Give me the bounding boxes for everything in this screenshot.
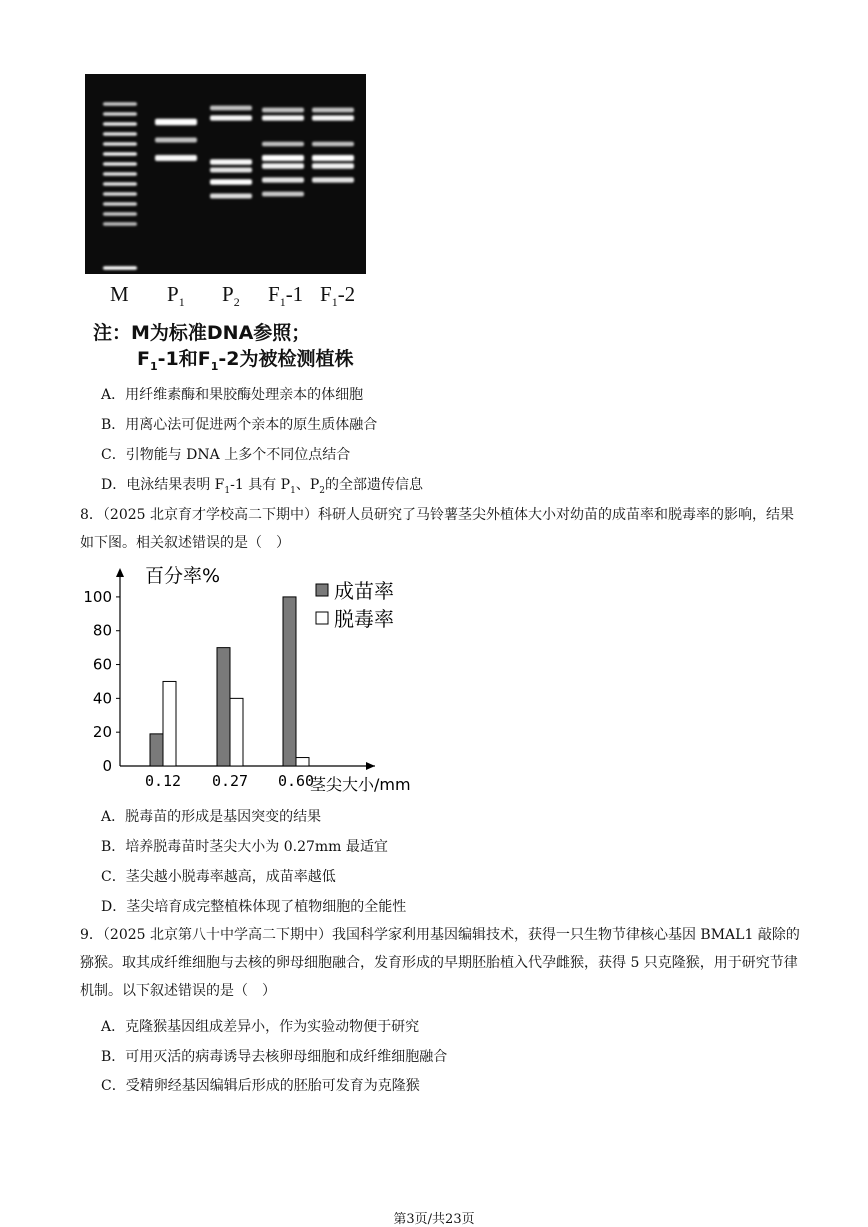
gel-band-f1-1-6	[262, 192, 304, 197]
gel-band-p1-0	[155, 119, 197, 126]
x-tick-label-0.60: 0.60	[277, 772, 315, 790]
gel-band-m-12	[103, 102, 137, 106]
gel-note-line1: 注：M为标准DNA参照；	[93, 322, 311, 344]
q7-option-d: D．电泳结果表明 $F_1-1$ 具有 $P_1$、$P_2$的全部遗传信息	[101, 477, 423, 496]
gel-band-m-7	[103, 192, 137, 196]
legend-swatch-1	[316, 612, 328, 624]
gel-band-m-9	[103, 212, 137, 216]
legend-swatch-0	[316, 584, 328, 596]
gel-band-f1-1-3	[262, 155, 304, 161]
gel-band-m-8	[103, 202, 137, 206]
gel-band-p2-5	[210, 194, 252, 199]
y-tick-label-60: 60	[92, 655, 112, 674]
gel-band-f1-2-1	[312, 115, 354, 120]
gel-band-f1-2-0	[312, 108, 354, 113]
q8-bar-chart	[80, 560, 420, 800]
gel-band-f1-2-2	[312, 142, 354, 146]
y-tick-label-20: 20	[92, 723, 112, 742]
gel-band-m-13	[103, 266, 137, 270]
gel-band-m-1	[103, 132, 137, 136]
legend-label-0: 成苗率	[334, 579, 394, 603]
gel-band-f1-2-5	[312, 177, 354, 182]
gel-band-f1-1-1	[262, 115, 304, 120]
gel-note-line2: $F_1-1$和$F_1-2$为被检测植株	[137, 348, 354, 373]
bar-detox-0.60	[296, 758, 309, 766]
y-tick-label-40: 40	[92, 689, 112, 708]
q9-stem: 9．（2025 北京第八十中学高二下期中）我国科学家利用基因编辑技术，获得一只生物节律核心基因 BMAL1 敲除的猕猴。取其成纤维细胞与去核的卵母细胞融合，发育形成的早期胚胎植入代孕雌猴，获得 5 只克隆猴，用于研究节律机制。以下叙述错误的是（ ）	[80, 927, 800, 999]
gel-band-p2-2	[210, 159, 252, 165]
lane-label-p2: $P_2$	[222, 282, 240, 310]
gel-band-m-6	[103, 182, 137, 186]
q7-option-c: C．引物能与 DNA 上多个不同位点结合	[101, 447, 351, 463]
bar-seedling-0.27	[217, 648, 230, 766]
lane-label-f1-2: $F_1-2$	[320, 282, 356, 310]
q9-option-c: C．受精卵经基因编辑后形成的胚胎可发育为克隆猴	[101, 1078, 420, 1094]
q8-stem: 8．（2025 北京育才学校高二下期中）科研人员研究了马铃薯茎尖外植体大小对幼苗的成苗率和脱毒率的影响，结果如下图。相关叙述错误的是（ ）	[80, 507, 794, 551]
q8-option-b: B．培养脱毒苗时茎尖大小为 0.27mm 最适宜	[101, 839, 388, 855]
y-axis-label: 百分率%	[145, 565, 221, 587]
lane-label-p1: $P_1$	[167, 282, 185, 310]
page-footer: 第3页/共23页	[393, 1212, 475, 1227]
q9-option-a: A．克隆猴基因组成差异小，作为实验动物便于研究	[101, 1019, 420, 1035]
gel-band-f1-2-3	[312, 155, 354, 161]
gel-band-p2-4	[210, 179, 252, 185]
gel-band-p2-0	[210, 106, 252, 111]
gel-band-m-10	[103, 222, 137, 226]
gel-band-m-5	[103, 172, 137, 176]
y-tick-label-100: 100	[83, 587, 112, 606]
y-tick-label-0: 0	[102, 757, 112, 775]
x-axis-arrow	[366, 762, 375, 770]
gel-band-p2-3	[210, 168, 252, 173]
gel-band-m-2	[103, 142, 137, 146]
q8-option-d: D．茎尖培育成完整植株体现了植物细胞的全能性	[101, 899, 407, 915]
gel-band-m-0	[103, 122, 137, 126]
x-axis-label: 茎尖大小/mm	[310, 775, 411, 794]
gel-band-p1-2	[155, 155, 197, 161]
q7-option-a: A．用纤维素酶和果胶酶处理亲本的体细胞	[101, 387, 364, 403]
gel-band-f1-1-0	[262, 108, 304, 113]
gel-band-m-11	[103, 112, 137, 116]
y-tick-label-80: 80	[92, 621, 112, 640]
bar-detox-0.27	[230, 698, 243, 766]
q9-option-b: B．可用灭活的病毒诱导去核卵母细胞和成纤维细胞融合	[101, 1049, 448, 1065]
gel-band-f1-1-5	[262, 177, 304, 182]
q8-option-a: A．脱毒苗的形成是基因突变的结果	[101, 809, 322, 825]
gel-band-f1-1-2	[262, 142, 304, 146]
q8-option-c: C．茎尖越小脱毒率越高，成苗率越低	[101, 869, 336, 885]
lane-label-m: M	[110, 282, 129, 306]
bar-seedling-0.60	[283, 597, 296, 766]
x-tick-label-0.12: 0.12	[144, 772, 182, 790]
gel-band-m-3	[103, 152, 137, 156]
gel-band-p1-1	[155, 138, 197, 143]
lane-label-f1-1: $F_1-1$	[268, 282, 304, 310]
x-tick-label-0.27: 0.27	[211, 772, 249, 790]
q7-option-b: B．用离心法可促进两个亲本的原生质体融合	[101, 417, 378, 433]
legend-label-1: 脱毒率	[334, 607, 394, 631]
y-axis-arrow	[116, 568, 124, 577]
gel-band-p2-1	[210, 115, 252, 120]
bar-detox-0.12	[163, 681, 176, 766]
electrophoresis-gel-image	[85, 74, 366, 274]
gel-band-f1-1-4	[262, 163, 304, 169]
bar-seedling-0.12	[150, 734, 163, 766]
gel-band-f1-2-4	[312, 163, 354, 169]
gel-band-m-4	[103, 162, 137, 166]
